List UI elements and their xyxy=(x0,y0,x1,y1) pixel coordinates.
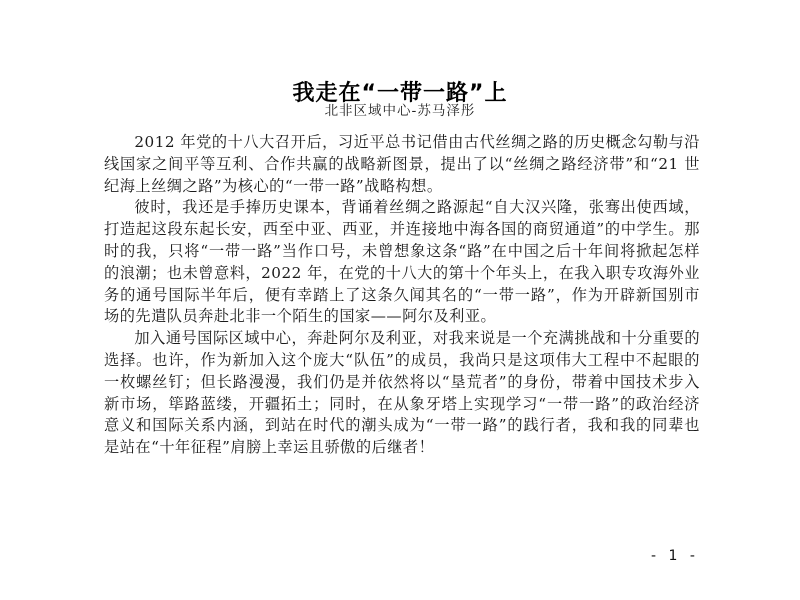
author-line: 北非区域中心-苏马泽彤 xyxy=(324,103,476,119)
page-number: - 1 - xyxy=(651,548,699,564)
article-body xyxy=(104,132,700,459)
paragraph-3: 加入通号国际区域中心，奔赴阿尔及利亚，对我来说是一个充满挑战和十分重要的选择。也许，作为新加入这个庞大“队伍”的成员，我尚只是这项伟大工程中不起眼的一枚螺丝钉；但长路漫漫，我们仍是并依然将以“垦荒者”的身份，带着中国技术步入新市场，筚路蓝缕，开疆拓土；同时，在从象牙塔上实现学习“一带一路”的政治经济意义和国际关系内涵，到站在时代的潮头成为“一带一路”的践行者，我和我的同辈也是站在“十年征程”肩膀上幸运且骄傲的后继者！ xyxy=(104,329,700,457)
paragraph-1: 2012 年党的十八大召开后，习近平总书记借由古代丝绸之路的历史概念勾勒与沿线国家之间平等互利、合作共赢的战略新图景，提出了以“丝绸之路经济带”和“21 世纪海上丝绸之路”为核心的“一带一路”战略构想。 xyxy=(104,133,700,195)
paragraph-2: 彼时，我还是手捧历史课本，背诵着丝绸之路源起“自大汉兴隆，张骞出使西域，打造起这段东起长安，西至中亚、西亚，并连接地中海各国的商贸通道”的中学生。那时的我，只将“一带一路”当作口号，未曾想象这条“路”在中国之后十年间将掀起怎样的浪潮；也未曾意料，2022 年，在党的十八大的第十个年头上，在我入职专攻海外业务的通号国际半年后，便有幸踏上了这条久闻其名的“一带一路”，作为开辟新国别市场的先遣队员奔赴北非一个陌生的国家——阿尔及利亚。 xyxy=(104,198,700,326)
page-title: 我走在“一带一路”上 xyxy=(292,81,508,106)
